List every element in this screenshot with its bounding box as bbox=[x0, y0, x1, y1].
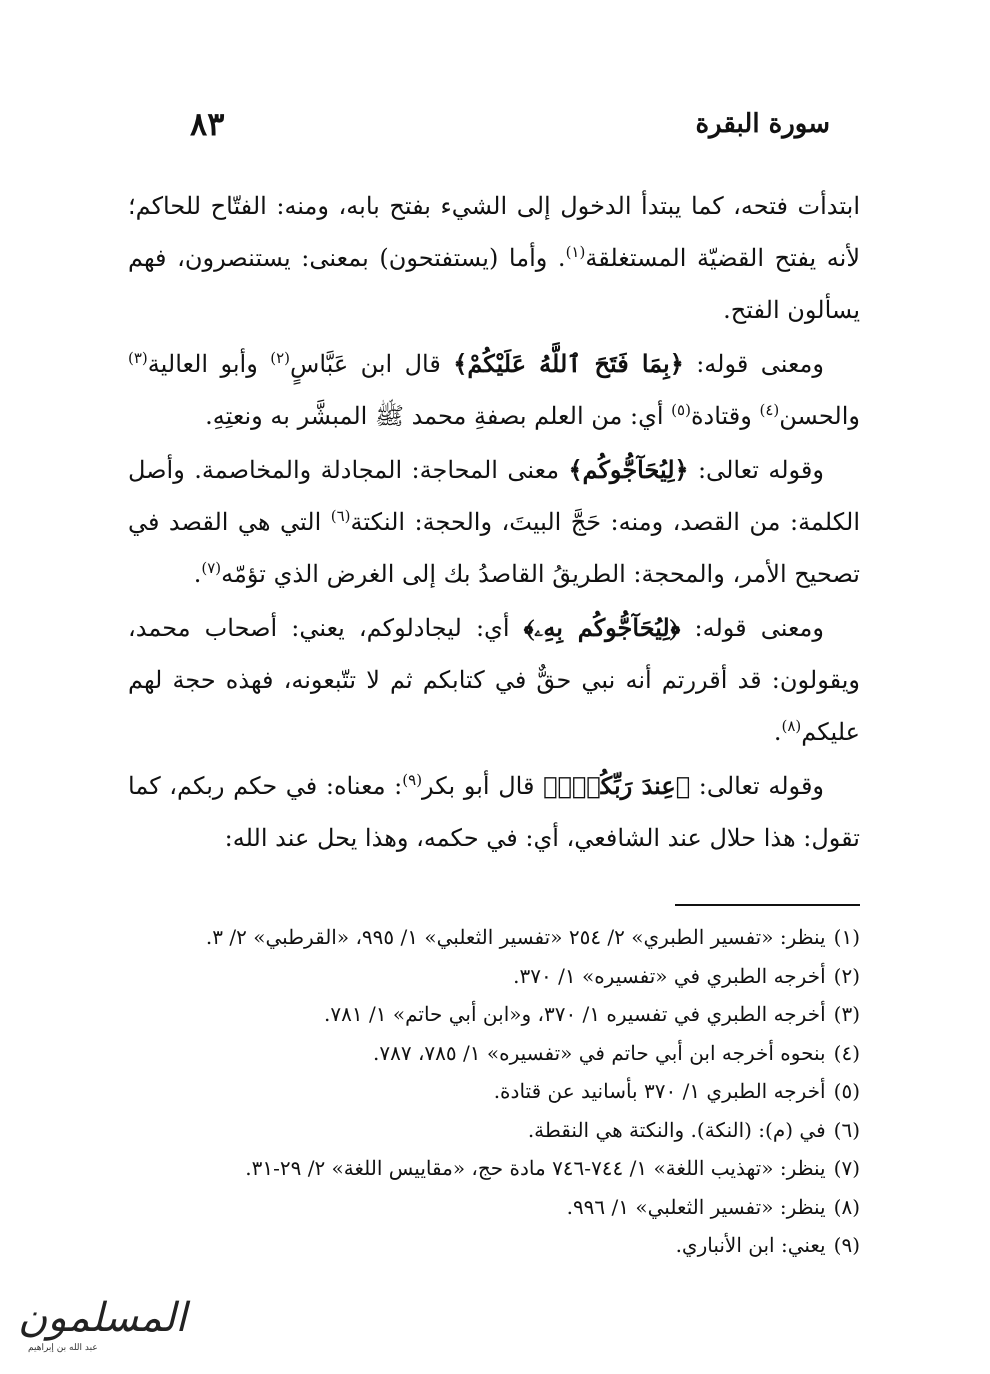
footnote-text: أخرجه الطبري في «تفسيره» ١/ ٣٧٠. bbox=[513, 963, 826, 988]
text-run: : معناه: في حكم ربكم، كما تقول: هذا حلال عند الشافعي، أي: في حكمه، وهذا يحل عند الله: bbox=[128, 772, 860, 852]
footnote-item bbox=[128, 1034, 860, 1073]
footnote-separator bbox=[675, 904, 860, 906]
footnote-text: ينظر: «تهذيب اللغة» ١/ ٧٤٤-٧٤٦ مادة حج، «مقاييس اللغة» ٢/ ٢٩-٣١. bbox=[245, 1156, 826, 1180]
text-run: والحسن bbox=[779, 402, 860, 430]
footnote-ref[interactable]: (١) bbox=[565, 243, 586, 261]
text-run: قال أبو بكر bbox=[422, 772, 544, 800]
page-number: ٨٣ bbox=[190, 105, 225, 143]
text-run: ابتدأت فتحه، كما يبتدأ الدخول إلى الشيء بفتح بابه، ومنه: الفتّاح للحاكم؛ لأنه يفتح القضيّة المستغلقة bbox=[128, 192, 861, 272]
text-run: أي: ليجادلوكم، يعني: أصحاب محمد، ويقولون: قد أقررتم أنه نبي حقٌّ في كتابكم ثم لا تتّبعونه، فهذه حجة لهم عليكم bbox=[128, 614, 860, 746]
logo-subtext: عبد الله بن إبراهيم bbox=[28, 1343, 98, 1353]
footnote-ref[interactable]: (٩) bbox=[402, 771, 423, 789]
footnote-ref[interactable]: (٢) bbox=[270, 349, 291, 367]
footnote-number: (٥) bbox=[833, 1079, 860, 1103]
footnote-item bbox=[128, 995, 860, 1034]
footnote-item bbox=[128, 1072, 860, 1111]
footnote-text: أخرجه الطبري في تفسيره ١/ ٣٧٠، و«ابن أبي حاتم» ١/ ٧٨١. bbox=[324, 1002, 826, 1026]
text-run: ومعنى قوله: bbox=[680, 614, 825, 642]
text-run: قال ابن عَبَّاسٍ bbox=[290, 350, 454, 378]
surah-title: سورة البقرة bbox=[695, 109, 830, 139]
footnote-number: (٣) bbox=[833, 1002, 860, 1026]
quran-verse: ﴿لِيُحَآجُّوكُم﴾ bbox=[568, 455, 689, 484]
footnote-number: (٦) bbox=[833, 1117, 860, 1142]
text-run: وأبو العالية bbox=[147, 350, 271, 378]
footnote-number: (٢) bbox=[833, 963, 860, 988]
text-run: التي هي القصد في تصحيح الأمر، والمحجة: الطريقُ القاصدُ بك إلى الغرض الذي تؤمّه bbox=[128, 508, 860, 588]
paragraph-1 bbox=[128, 180, 860, 336]
footnote-text: بنحوه أخرجه ابن أبي حاتم في «تفسيره» ١/ ٧٨٥، ٧٨٧. bbox=[373, 1040, 826, 1065]
quran-verse: ﴿لِيُحَآجُّوكُم بِهِۦ﴾ bbox=[523, 613, 681, 642]
footnote-item bbox=[128, 1149, 860, 1188]
footnote-item bbox=[128, 918, 860, 957]
footnote-number: (٧) bbox=[833, 1156, 860, 1180]
paragraph-4 bbox=[128, 602, 860, 758]
footnote-number: (٨) bbox=[833, 1194, 860, 1219]
footnote-ref[interactable]: (٤) bbox=[759, 401, 780, 419]
text-run: أي: من العلم بصفةِ محمد ﷺ المبشَّر به ونعتِهِ. bbox=[205, 402, 672, 430]
text-run: وقتادة bbox=[690, 402, 760, 430]
text-run: معنى المحاجة: المجادلة والمخاصمة. وأصل الكلمة: من القصد، ومنه: حَجَّ البيتَ، والحجة: النكتة bbox=[128, 456, 860, 536]
footnote-text: أخرجه الطبري ١/ ٣٧٠ بأسانيد عن قتادة. bbox=[493, 1079, 826, 1103]
text-run: وقوله تعالى: bbox=[688, 456, 824, 484]
footnote-number: (١) bbox=[833, 925, 860, 949]
footnote-ref[interactable]: (٥) bbox=[671, 401, 691, 419]
text-run: وقوله تعالى: bbox=[690, 772, 825, 800]
text-run: . وأما (يستفتحون) بمعنى: يستنصرون، فهم يسألون الفتح. bbox=[128, 244, 860, 324]
page-header bbox=[190, 104, 830, 144]
footnote-ref[interactable]: (٦) bbox=[330, 507, 351, 525]
footnote-item bbox=[128, 957, 860, 996]
paragraph-2 bbox=[128, 338, 860, 442]
footnote-item bbox=[128, 1188, 860, 1227]
publisher-logo bbox=[8, 1295, 187, 1365]
text-run: . bbox=[773, 718, 782, 746]
footnote-ref[interactable]: (٣) bbox=[128, 349, 148, 367]
footnote-text: في (م): (النكة). والنكتة هي النقطة. bbox=[527, 1117, 826, 1142]
footnote-item bbox=[128, 1111, 860, 1150]
footnote-ref[interactable]: (٨) bbox=[781, 717, 802, 735]
logo-text: المسلمون bbox=[18, 1295, 187, 1341]
paragraph-3 bbox=[128, 444, 860, 600]
footnote-text: ينظر: «تفسير الثعلبي» ١/ ٩٩٦. bbox=[566, 1194, 826, 1219]
footnote-number: (٤) bbox=[833, 1040, 860, 1065]
footnote-text: ينظر: «تفسير الطبري» ٢/ ٢٥٤ «تفسير الثعلبي» ١/ ٩٩٥، «القرطبي» ٢/ ٣. bbox=[205, 925, 826, 949]
quran-verse: ﴿بِمَا فَتَحَ ٱللَّهُ عَلَيْكُمْ﴾ bbox=[453, 349, 684, 378]
footnote-number: (٩) bbox=[833, 1233, 860, 1257]
footnotes bbox=[128, 918, 860, 1265]
footnote-text: يعني: ابن الأنباري. bbox=[675, 1233, 826, 1257]
quran-verse: ﴿عِندَ رَبِّكُمْۚ﴾ bbox=[543, 771, 691, 800]
main-text bbox=[128, 180, 860, 866]
footnote-item bbox=[128, 1226, 860, 1265]
paragraph-5 bbox=[128, 760, 860, 864]
text-run: . bbox=[193, 560, 202, 588]
text-run: ومعنى قوله: bbox=[683, 350, 825, 378]
footnote-ref[interactable]: (٧) bbox=[201, 559, 222, 577]
